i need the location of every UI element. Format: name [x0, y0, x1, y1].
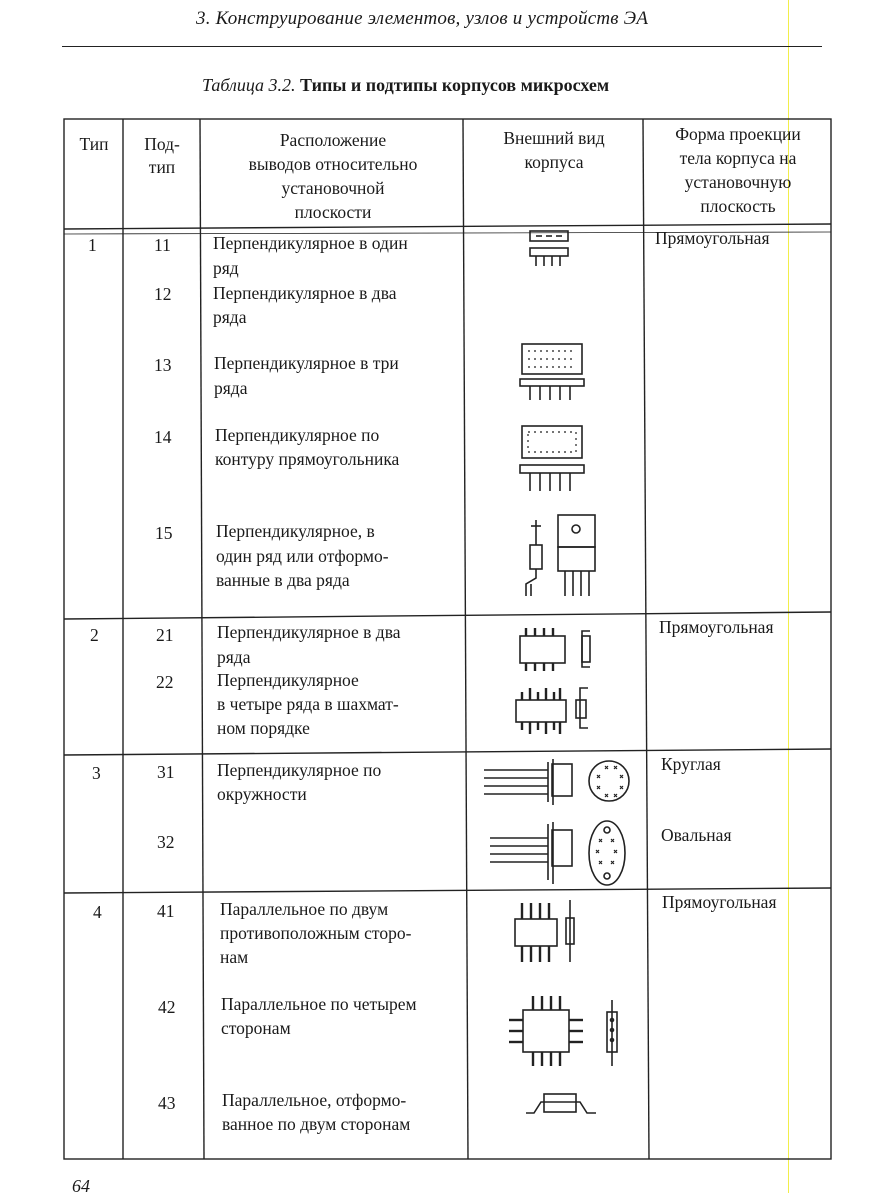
group-1-type: 1 — [88, 235, 97, 255]
page-number: 64 — [72, 1176, 90, 1196]
desc-31-line1: Перпендикулярное по — [217, 760, 382, 780]
table-caption-title: Типы и подтипы корпусов микросхем — [300, 75, 610, 95]
desc-15-line3: ванные в два ряда — [216, 570, 350, 590]
desc-43-line2: ванное по двум сторонам — [222, 1114, 411, 1134]
col-header-shape-line1: Форма проекции — [675, 124, 801, 144]
col-header-layout-line4: плоскости — [294, 202, 372, 222]
shape-31: Круглая — [661, 754, 721, 774]
desc-22-line1: Перпендикулярное — [217, 670, 359, 690]
desc-22-line3: ном порядке — [217, 718, 310, 738]
group-4-type: 4 — [93, 902, 102, 922]
col-header-subtype-line2: тип — [148, 157, 176, 177]
subtype-14: 14 — [154, 427, 172, 447]
desc-11-line1: Перпендикулярное в один — [213, 233, 408, 253]
desc-42-line1: Параллельное по четырем — [221, 994, 417, 1014]
desc-21-line1: Перпендикулярное в два — [217, 622, 401, 642]
desc-12-line1: Перпендикулярное в два — [213, 283, 397, 303]
package-11-single-row-drawing — [530, 231, 568, 266]
desc-13-line2: ряда — [214, 378, 248, 398]
package-32-oval-drawing — [490, 821, 625, 885]
group-2-type: 2 — [90, 625, 99, 645]
col-header-layout-line2: выводов относительно — [248, 154, 418, 174]
desc-41-line2: противоположным сторо- — [220, 923, 412, 943]
group-4-shape: Прямоугольная — [662, 892, 777, 912]
desc-42-line2: сторонам — [221, 1018, 291, 1038]
desc-12-line2: ряда — [213, 307, 247, 327]
subtype-41: 41 — [157, 901, 175, 921]
col-header-shape-line2: тела корпуса на — [679, 148, 797, 168]
col-header-subtype-line1: Под- — [144, 134, 180, 154]
package-21-dip-drawing — [520, 628, 590, 671]
running-header: 3. Конструирование элементов, узлов и устройств ЭА — [196, 8, 649, 29]
subtype-15: 15 — [155, 523, 173, 543]
subtype-12: 12 — [154, 284, 172, 304]
col-header-layout-line3: установочной — [281, 178, 385, 198]
desc-43-line1: Параллельное, отформо- — [222, 1090, 407, 1110]
package-13-three-row-drawing — [520, 344, 584, 400]
desc-13-line1: Перпендикулярное в три — [214, 353, 399, 373]
subtype-13: 13 — [154, 355, 172, 375]
subtype-21: 21 — [156, 625, 174, 645]
shape-32: Овальная — [661, 825, 732, 845]
desc-14-line1: Перпендикулярное по — [215, 425, 380, 445]
col-header-shape-line4: плоскость — [700, 196, 776, 216]
desc-21-line2: ряда — [217, 647, 251, 667]
group-3-type: 3 — [92, 763, 101, 783]
package-41-two-sides-drawing — [515, 900, 574, 962]
col-header-view-line1: Внешний вид — [503, 128, 605, 148]
desc-41-line3: нам — [220, 947, 249, 967]
col-header-shape-line3: установочную — [684, 172, 792, 192]
desc-41-line1: Параллельное по двум — [220, 899, 389, 919]
col-header-type: Тип — [79, 134, 109, 154]
package-14-contour-drawing — [520, 426, 584, 491]
desc-15-line1: Перпендикулярное, в — [216, 521, 375, 541]
subtype-31: 31 — [157, 762, 175, 782]
subtype-32: 32 — [157, 832, 175, 852]
desc-15-line2: один ряд или отформо- — [216, 546, 389, 566]
desc-11-line2: ряд — [213, 258, 239, 278]
table-caption-label: Таблица 3.2. — [202, 75, 296, 95]
package-43-formed-leads-drawing — [526, 1094, 596, 1113]
desc-22-line2: в четыре ряда в шахмат- — [217, 694, 399, 714]
desc-31-line2: окружности — [217, 784, 307, 804]
group-1-shape: Прямоугольная — [655, 228, 770, 248]
package-22-staggered-drawing — [516, 688, 588, 734]
desc-14-line2: контуру прямоугольника — [215, 449, 400, 469]
package-15-formed-drawing — [526, 515, 595, 596]
subtype-42: 42 — [158, 997, 176, 1017]
col-header-view-line2: корпуса — [524, 152, 584, 172]
subtype-11: 11 — [154, 235, 171, 255]
subtype-22: 22 — [156, 672, 174, 692]
package-31-round-drawing — [484, 759, 629, 805]
subtype-43: 43 — [158, 1093, 176, 1113]
group-2-shape: Прямоугольная — [659, 617, 774, 637]
package-42-four-sides-drawing — [509, 996, 617, 1066]
col-header-layout-line1: Расположение — [279, 130, 387, 150]
